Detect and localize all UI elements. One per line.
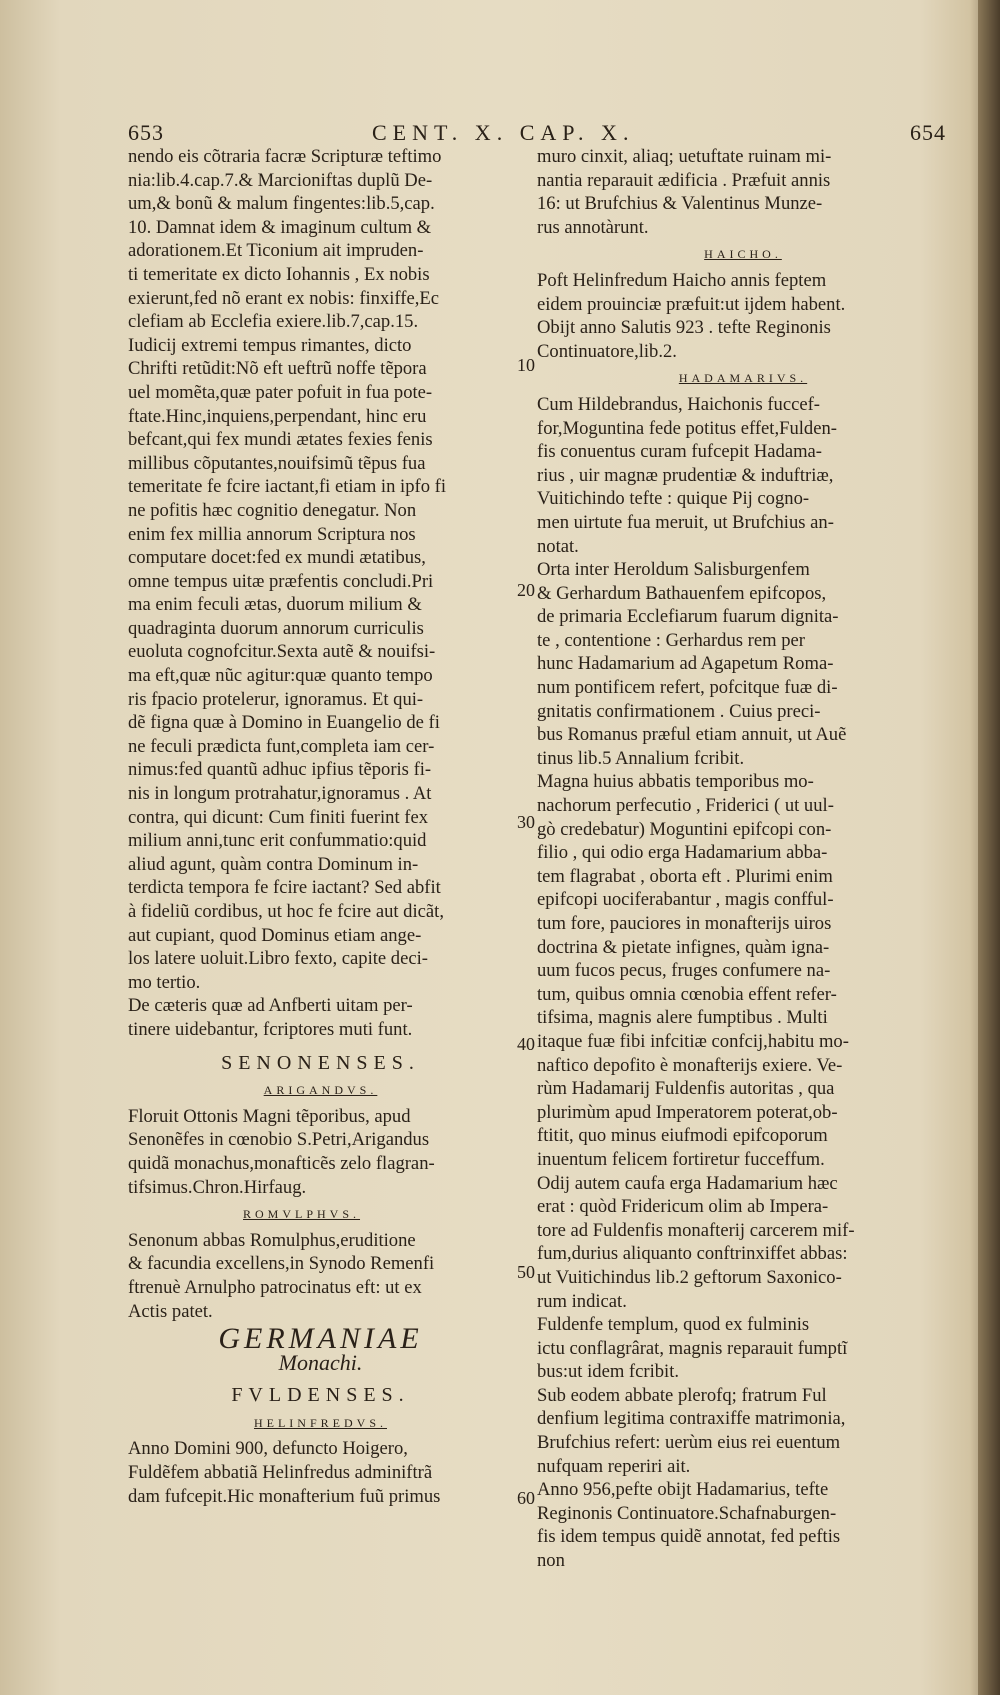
subhead-helinfredus: HELINFREDVS. <box>253 1415 387 1430</box>
text-line: hunc Hadamarium ad Agapetum Roma- <box>537 653 834 675</box>
left-text-block-1 <box>128 145 513 1042</box>
text-line: nachorum perfecutio , Friderici ( ut uul- <box>537 795 834 817</box>
text-line: Brufchius refert: uerùm eius rei euentum <box>537 1432 841 1454</box>
text-line: filio , qui odio erga Hadamarium abba- <box>537 842 828 864</box>
text-line: milium anni,tunc erit confummatio:quid <box>128 830 427 852</box>
text-line: Odij autem caufa erga Hadamarium hæc <box>537 1172 838 1194</box>
left-text-block-3 <box>128 1229 513 1323</box>
text-line: gò credebatur) Moguntini epifcopi con- <box>537 818 832 840</box>
text-line: Obijt anno Salutis 923 . tefte Reginonis <box>537 317 831 339</box>
text-line: rus annotàrunt. <box>537 216 649 238</box>
text-line: terdicta tempora fe fcire iactant? Sed abfit <box>128 877 441 899</box>
text-line: quadraginta duorum annorum curriculis <box>128 617 424 639</box>
text-line: Floruit Ottonis Magni tẽporibus, apud <box>128 1105 411 1127</box>
left-page-number: 653 <box>128 120 164 145</box>
text-line: à fideliũ cordibus, ut hoc fe fcire aut dicãt, <box>128 901 444 922</box>
text-line: nia:lib.4.cap.7.& Marcioniftas duplũ De- <box>128 169 433 191</box>
text-line: nendo eis cõtraria facræ Scripturæ teftimo <box>128 146 442 167</box>
text-line: ut Vuitichindus lib.2 geftorum Saxonico- <box>537 1266 842 1288</box>
text-line: Fuldenfe templum, quod ex fulminis <box>537 1314 810 1336</box>
text-line: Cum Hildebrandus, Haichonis fuccef- <box>537 393 820 415</box>
right-text-block-1 <box>537 145 949 239</box>
text-line: aliud agunt, quàm contra Dominum in- <box>128 853 419 875</box>
subhead-arigandus: ARIGANDVS. <box>263 1083 378 1098</box>
section-subtitle-monachi: Monachi. <box>278 1349 363 1375</box>
section-title-germaniae: GERMANIAE <box>218 1322 423 1356</box>
text-line: clefiam ab Ecclefia exiere.lib.7,cap.15. <box>128 311 419 333</box>
text-line: millibus cõputantes,nouifsimũ tẽpus fua <box>128 452 426 474</box>
text-line: exierunt,fed nõ erant ex nobis: finxiffe,Ec <box>128 287 439 309</box>
text-line: enim fex millia annorum Scriptura nos <box>128 523 416 545</box>
text-line: bus Romanus præful etiam annuit, ut Auẽ <box>537 724 847 746</box>
text-line: bus:ut idem fcribit. <box>537 1361 680 1383</box>
text-line: rum indicat. <box>537 1290 627 1312</box>
text-line: nantia reparauit ædificia . Præfuit annis <box>537 169 831 191</box>
text-line: befcant,qui fex mundi ætates fexies fenis <box>128 429 433 451</box>
left-text-block-2 <box>128 1105 513 1199</box>
text-line: Anno Domini 900, defuncto Hoigero, <box>128 1438 408 1460</box>
text-line: notat. <box>537 535 579 557</box>
text-line: ma enim feculi ætas, duorum milium & <box>128 594 422 616</box>
text-line: tum fore, pauciores in monafterijs uiros <box>537 913 832 934</box>
text-line: fum,durius aliquanto conftrinxiffet abbas: <box>537 1243 848 1265</box>
text-line: adorationem.Et Ticonium ait impruden- <box>128 240 424 262</box>
text-line: non <box>537 1550 565 1572</box>
text-line: 10. Damnat idem & imaginum cultum & <box>128 216 432 238</box>
text-line: inuentum felicem fortiretur fucceffum. <box>537 1148 825 1170</box>
text-line: ftate.Hinc,inquiens,perpendant, hinc eru <box>128 405 427 427</box>
right-text-block-3 <box>537 393 949 1573</box>
left-text-block-4 <box>128 1437 513 1508</box>
text-line: fis conuentus curam fufcepit Hadama- <box>537 441 822 463</box>
text-line: denfium legitima contraxiffe matrimonia, <box>537 1408 846 1430</box>
text-line: nis in longum protrahatur,ignoramus . At <box>128 783 432 805</box>
text-line: for,Moguntina fede potitus effet,Fulden- <box>537 417 837 439</box>
text-line: Reginonis Continuatore.Schafnaburgen- <box>537 1502 837 1524</box>
text-line: tifsimus.Chron.Hirfaug. <box>128 1176 307 1198</box>
text-line: Chrifti retũdit:Nõ eft ueftrũ noffe tẽpora <box>128 358 427 380</box>
text-line: nufquam reperiri ait. <box>537 1455 691 1477</box>
text-line: rius , uir magnæ prudentiæ & induftriæ, <box>537 464 834 486</box>
line-number-60: 60 <box>517 1488 535 1508</box>
line-number-30: 30 <box>517 812 535 832</box>
text-line: dam fufcepit.Hic monafterium fuũ primus <box>128 1485 441 1507</box>
text-line: ne pofitis hæc cognitio denegatur. Non <box>128 499 417 521</box>
section-heading-senonenses: SENONENSES. <box>221 1051 420 1074</box>
text-line: Fuldẽfem abbatiã Helinfredus adminiftrã <box>128 1462 433 1484</box>
line-number-40: 40 <box>517 1034 535 1054</box>
text-line: aut cupiant, quod Dominus etiam ange- <box>128 924 422 946</box>
text-line: contra, qui dicunt: Cum finiti fuerint fex <box>128 806 429 828</box>
text-line: ftrenuè Arnulpho patrocinatus eft: ut ex <box>128 1276 422 1298</box>
text-line: tinus lib.5 Annalium fcribit. <box>537 747 745 769</box>
text-line: omne tempus uitæ præfentis concludi.Pri <box>128 570 434 592</box>
text-line: ne feculi prædicta funt,completa iam cer- <box>128 735 435 757</box>
subhead-romulphus: ROMVLPHVS. <box>243 1207 361 1222</box>
text-line: Senonum abbas Romulphus,eruditione <box>128 1229 416 1251</box>
text-line: mo tertio. <box>128 971 201 993</box>
page-edge <box>978 0 1000 1695</box>
text-line: erat : quòd Fridericum olim ab Impera- <box>537 1196 829 1218</box>
text-line: eidem prouinciæ præfuit:ut ijdem habent. <box>537 293 846 315</box>
text-line: computare docet:fed ex mundi ætatibus, <box>128 547 426 569</box>
text-line: tem flagrabat , oborta eft . Plurimi enim <box>537 865 833 887</box>
text-line: um,& bonũ & malum fingentes:lib.5,cap. <box>128 193 435 215</box>
text-line: Sub eodem abbate plerofq; fratrum Ful <box>537 1384 827 1406</box>
text-line: euoluta cognofcitur.Sexta autẽ & nouifsi- <box>128 641 436 663</box>
right-column <box>537 145 949 1573</box>
text-line: Actis patet. <box>128 1300 213 1322</box>
text-line: tore ad Fuldenfis monafterij carcerem mif- <box>537 1219 855 1241</box>
right-page-number: 654 <box>910 120 946 145</box>
text-line: ti temeritate ex dicto Iohannis , Ex nobis <box>128 263 430 285</box>
text-line: Iudicij extremi tempus rimantes, dicto <box>128 334 412 356</box>
text-line: num pontificem refert, pofcitque fuæ di- <box>537 677 838 699</box>
text-line: tifsima, magnis alere fumptibus . Multi <box>537 1007 828 1029</box>
text-line: ma eft,quæ nũc agitur:quæ quanto tempo <box>128 665 433 687</box>
text-line: 16: ut Brufchius & Valentinus Munze- <box>537 193 823 215</box>
text-line: doctrina & pietate infignes, quàm igna- <box>537 936 830 958</box>
text-line: plurimùm apud Imperatorem poterat,ob- <box>537 1101 838 1123</box>
text-line: rùm Hadamarij Fuldenfis autoritas , qua <box>537 1078 835 1100</box>
text-line: te , contentione : Gerhardus rem per <box>537 629 805 651</box>
text-line: Magna huius abbatis temporibus mo- <box>537 771 814 793</box>
text-line: gnitatis confirmationem . Cuius preci- <box>537 700 821 722</box>
text-line: tinere uidebantur, fcriptores muti funt. <box>128 1018 413 1040</box>
text-line: naftico depofito è monafterijs exiere. Ve- <box>537 1054 843 1076</box>
text-line: ris fpacio protelerur, ignoramus. Et qui- <box>128 688 424 710</box>
text-line: dẽ figna quæ à Domino in Euangelio de fi <box>128 712 440 734</box>
line-number-20: 20 <box>517 580 535 600</box>
section-heading-fuldenses: FVLDENSES. <box>231 1384 410 1407</box>
text-line: itaque fuæ fibi infcitiæ confcij,habitu mo- <box>537 1030 849 1052</box>
text-line: Anno 956,pefte obijt Hadamarius, tefte <box>537 1479 829 1501</box>
text-line: epifcopi uociferabantur , magis confful- <box>537 889 834 911</box>
text-line: Vuitichindo tefte : quique Pij cogno- <box>537 488 810 510</box>
text-line: temeritate fe fcire iactant,fi etiam in ipfo fi <box>128 476 447 498</box>
text-line: muro cinxit, aliaq; uetuftate ruinam mi- <box>537 146 832 167</box>
text-line: De cæteris quæ ad Anfberti uitam per- <box>128 995 413 1017</box>
line-number-50: 50 <box>517 1262 535 1282</box>
text-line: & facundia excellens,in Synodo Remenfi <box>128 1253 435 1275</box>
text-line: de primaria Ecclefiarum fuarum dignita- <box>537 606 839 628</box>
text-line: tum, quibus omnia cœnobia effent refer- <box>537 983 837 1005</box>
text-line: los latere uoluit.Libro fexto, capite deci- <box>128 948 428 970</box>
running-head: CENT. X. CAP. X. <box>372 120 635 145</box>
text-line: uum fucos pecus, fruges confumere na- <box>537 960 831 982</box>
text-line: uel momẽta,quæ pater pofuit in fua pote- <box>128 381 433 403</box>
right-text-block-2 <box>537 269 949 363</box>
text-line: & Gerhardum Bathauenfem epifcopos, <box>537 582 827 604</box>
left-column <box>128 145 513 1508</box>
text-line: nimus:fed quantũ adhuc ipfius tẽporis fi- <box>128 759 432 781</box>
text-line: men uirtute fua meruit, ut Brufchius an- <box>537 511 834 533</box>
text-line: ictu conflagrârat, magnis reparauit fumptĩ <box>537 1337 848 1359</box>
text-line: Orta inter Heroldum Salisburgenfem <box>537 559 810 581</box>
text-line: Continuatore,lib.2. <box>537 340 677 362</box>
subhead-hadamarius: HADAMARIVS. <box>678 371 808 386</box>
text-line: Poft Helinfredum Haicho annis feptem <box>537 269 827 291</box>
text-line: quidã monachus,monafticẽs zelo flagran- <box>128 1152 435 1174</box>
text-line: ftitit, quo minus eiufmodi epifcoporum <box>537 1125 828 1147</box>
text-line: fis idem tempus quidẽ annotat, fed peftis <box>537 1526 841 1548</box>
text-line: Senonẽfes in cœnobio S.Petri,Arigandus <box>128 1129 430 1151</box>
subhead-haicho: HAICHO. <box>704 247 782 262</box>
line-number-10: 10 <box>517 355 535 375</box>
